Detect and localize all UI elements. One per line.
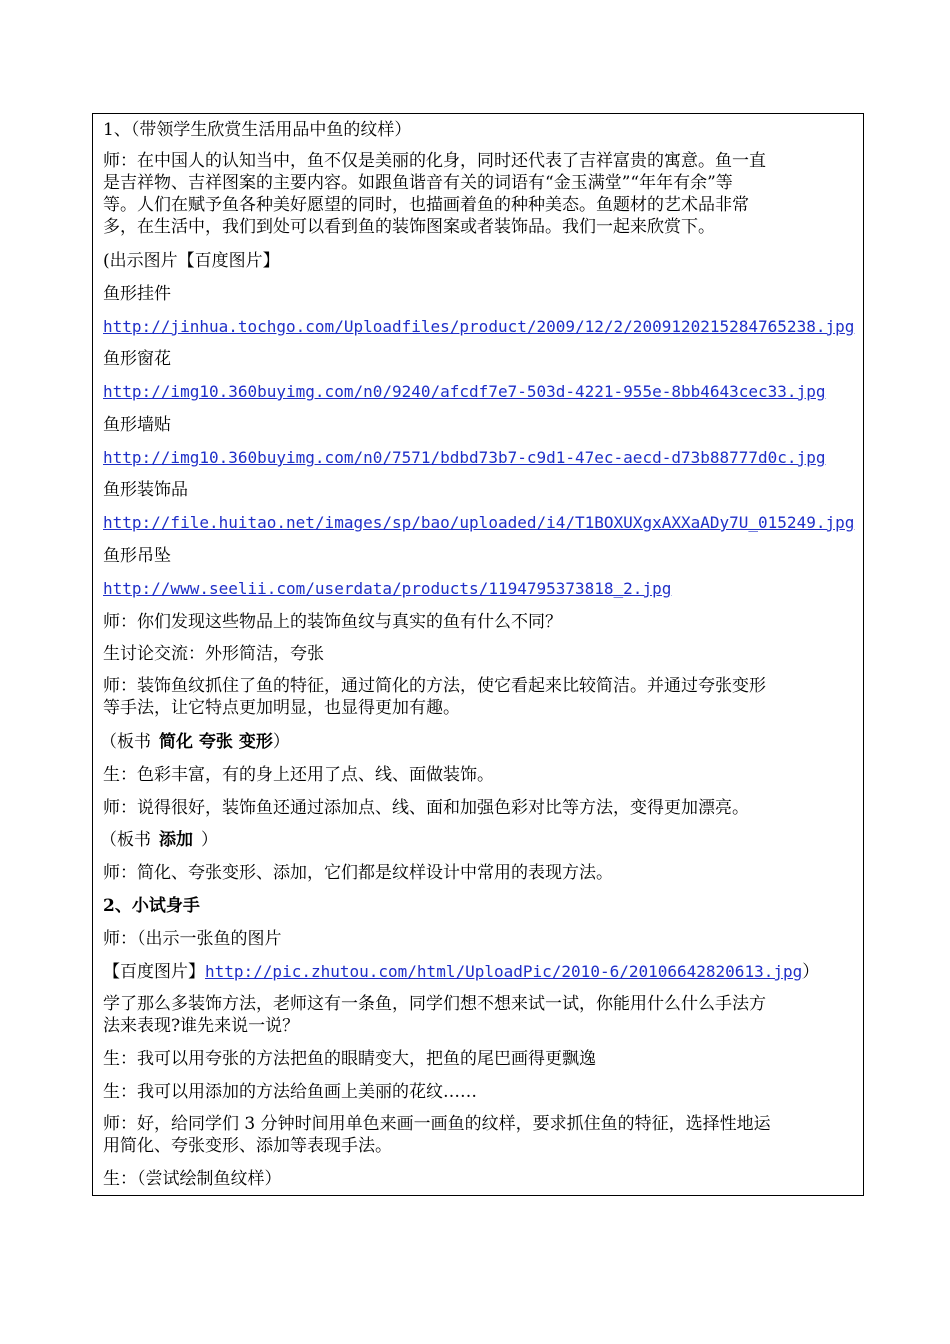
student-answer-exaggerate: 生：我可以用夸张的方法把鱼的眼睛变大，把鱼的尾巴画得更飘逸 — [103, 1049, 596, 1069]
teacher-intro-line-4: 多，在生活中，我们到处可以看到鱼的装饰图案或者装饰品。我们一起来欣赏下。 — [103, 217, 715, 237]
teacher-summary: 师：简化、夸张变形、添加，它们都是纹样设计中常用的表现方法。 — [103, 863, 613, 883]
teacher-explain-line-1: 师：装饰鱼纹抓住了鱼的特征，通过简化的方法，使它看起来比较简洁。并通过夸张变形 — [103, 676, 766, 696]
board-note-suffix: ） — [201, 830, 218, 850]
item-label: 鱼形装饰品 — [103, 480, 188, 500]
item-link[interactable]: http://file.huitao.net/images/sp/bao/uploaded/i4/T1BOXUXgxAXXaADy7U_015249.jpg — [103, 513, 855, 532]
teacher-explain-line-2: 等手法，让它特点更加明显，也显得更加有趣。 — [103, 698, 460, 718]
board-note-prefix: （板书 — [100, 732, 151, 752]
board-note-suffix: ） — [272, 732, 290, 752]
student-drawing: 生：（尝试绘制鱼纹样） — [103, 1169, 282, 1189]
teacher-prompt-line-2: 法来表现?谁先来说一说？ — [103, 1016, 300, 1036]
item-label: 鱼形挂件 — [103, 284, 171, 304]
item-link[interactable]: http://img10.360buyimg.com/n0/9240/afcdf7e7-503d-4221-955e-8bb4643cec33.jpg — [103, 382, 826, 401]
item-link[interactable]: http://img10.360buyimg.com/n0/7571/bdbd73b7-c9d1-47ec-aecd-d73b88777d0c.jpg — [103, 448, 826, 467]
item-label: 鱼形窗花 — [103, 349, 171, 369]
teacher-task-line-2: 用简化、夸张变形、添加等表现手法。 — [103, 1136, 392, 1156]
teacher-intro-line-2: 是吉祥物、吉祥图案的主要内容。如跟鱼谐音有关的词语有“金玉满堂”“年年有余”等 — [103, 173, 733, 193]
item-link[interactable]: http://jinhua.tochgo.com/Uploadfiles/product/2009/12/2/2009120215284765238.jpg — [103, 317, 855, 336]
fish-image-link[interactable]: http://pic.zhutou.com/html/UploadPic/2010-6/20106642820613.jpg — [205, 962, 803, 981]
teacher-intro-line-3: 等。人们在赋予鱼各种美好愿望的同时，也描画着鱼的种种美态。鱼题材的艺术品非常 — [103, 195, 749, 215]
show-pictures-note: (出示图片【百度图片】 — [103, 251, 280, 271]
image-source-label: 【百度图片】 — [103, 962, 205, 982]
student-answer-color: 生：色彩丰富，有的身上还用了点、线、面做装饰。 — [103, 765, 494, 785]
student-answer-add: 生：我可以用添加的方法给鱼画上美丽的花纹…… — [103, 1082, 477, 1102]
student-discussion: 生讨论交流：外形简洁，夸张 — [103, 644, 324, 664]
board-note-keywords: 简化 夸张 变形 — [159, 732, 273, 752]
teacher-question: 师：你们发现这些物品上的装饰鱼纹与真实的鱼有什么不同？ — [103, 612, 562, 632]
board-note-keywords: 添加 — [159, 830, 193, 850]
item-label: 鱼形墙贴 — [103, 415, 171, 435]
section-1-heading: 1、（带领学生欣赏生活用品中鱼的纹样） — [103, 120, 412, 140]
image-source-suffix: ） — [802, 962, 820, 982]
teacher-intro-line-1: 师：在中国人的认知当中，鱼不仅是美丽的化身，同时还代表了吉祥富贵的寓意。鱼一直 — [103, 151, 766, 171]
fish-image-line — [103, 961, 859, 983]
teacher-praise: 师：说得很好，装饰鱼还通过添加点、线、面和加强色彩对比等方法，变得更加漂亮。 — [103, 798, 749, 818]
teacher-show-fish: 师：（出示一张鱼的图片 — [103, 929, 282, 949]
teacher-task-line-1: 师：好，给同学们 3 分钟时间用单色来画一画鱼的纹样，要求抓住鱼的特征，选择性地运 — [103, 1114, 771, 1134]
teacher-prompt-line-1: 学了那么多装饰方法，老师这有一条鱼，同学们想不想来试一试，你能用什么什么手法方 — [103, 994, 766, 1014]
board-note-2 — [100, 829, 856, 851]
board-note-1 — [100, 731, 856, 753]
item-label: 鱼形吊坠 — [103, 546, 171, 566]
item-link[interactable]: http://www.seelii.com/userdata/products/1194795373818_2.jpg — [103, 579, 672, 598]
board-note-prefix: （板书 — [100, 830, 151, 850]
section-2-heading: 2、小试身手 — [103, 896, 200, 916]
